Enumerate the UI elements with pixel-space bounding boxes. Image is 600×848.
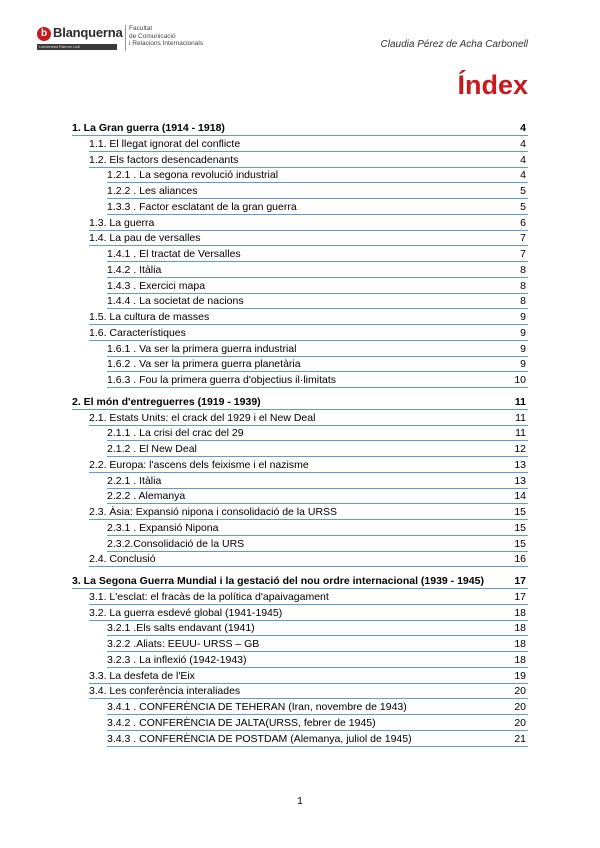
toc-entry-page: 4 xyxy=(520,153,526,166)
toc-entry-page: 21 xyxy=(514,732,526,745)
toc-entry-page: 9 xyxy=(520,311,526,323)
toc-section[interactable] xyxy=(72,154,528,168)
toc-entry-label: 2.1.2 . El New Deal xyxy=(107,443,197,455)
toc-subsection[interactable] xyxy=(72,264,528,278)
toc-entry-page: 15 xyxy=(514,537,526,550)
toc-entry-underline xyxy=(89,698,528,699)
toc-entry-underline xyxy=(72,588,528,589)
toc-entry-underline xyxy=(107,635,528,636)
toc-subsection[interactable] xyxy=(72,374,528,388)
toc-entry-page: 15 xyxy=(514,521,526,534)
toc-section[interactable] xyxy=(72,607,528,621)
toc-subsection[interactable] xyxy=(72,701,528,715)
toc-entry-page: 18 xyxy=(514,606,526,619)
toc-entry-label: 2. El món d'entreguerres (1919 - 1939) xyxy=(72,395,261,408)
toc-entry-page: 7 xyxy=(520,248,526,260)
toc-entry-underline xyxy=(89,604,528,605)
toc-entry-page: 8 xyxy=(520,263,526,276)
toc-entry-label: 3.4.3 . CONFERÈNCIA DE POSTDAM (Alemanya, juliol de 1945) xyxy=(107,732,412,745)
toc-section[interactable] xyxy=(72,232,528,246)
toc-entry-underline xyxy=(89,340,528,341)
toc-entry-page: 11 xyxy=(515,427,526,440)
toc-entry-underline xyxy=(107,387,528,388)
toc-entry-underline xyxy=(89,620,528,621)
page-title: Índex xyxy=(457,70,528,100)
toc-entry-underline xyxy=(89,519,528,520)
toc-subsection[interactable] xyxy=(72,185,528,199)
toc-subsection[interactable] xyxy=(72,475,528,489)
faculty-line-2: de Comunicació xyxy=(129,32,176,40)
toc-section[interactable] xyxy=(72,506,528,520)
toc-entry-page: 20 xyxy=(514,716,526,729)
toc-entry-page: 13 xyxy=(514,458,526,471)
toc-entry-label: 1.2.1 . La segona revolució industrial xyxy=(107,169,279,182)
toc-subsection[interactable] xyxy=(72,717,528,731)
page-header xyxy=(0,0,600,62)
toc-section[interactable] xyxy=(72,311,528,325)
toc-subsection[interactable] xyxy=(72,490,528,504)
toc-section[interactable] xyxy=(72,138,528,152)
toc-entry-underline xyxy=(107,277,528,278)
toc-entry-page: 19 xyxy=(514,669,526,682)
toc-entry-underline xyxy=(89,151,528,152)
toc-entry-page: 11 xyxy=(514,395,526,408)
toc-entry-label: 3.4.2 . CONFERÈNCIA DE JALTA(URSS, febrer de 1945) xyxy=(107,716,376,729)
toc-entry-label: 3.2.3 . La inflexió (1942-1943) xyxy=(107,653,247,666)
logo-subtitle: Universitat Ramon Llull xyxy=(37,44,117,50)
toc-entry-label: 2.1. Estats Units: el crack del 1929 i el New Deal xyxy=(89,411,316,424)
toc-entry-label: 2.2.1 . Itàlia xyxy=(107,474,162,487)
toc-entry-page: 9 xyxy=(520,342,526,355)
toc-entry-label: 1.4.3 . Exercici mapa xyxy=(107,279,206,292)
toc-entry-label: 3.1. L'esclat: el fracàs de la política d'apaivagament xyxy=(89,590,329,603)
toc-entry-page: 4 xyxy=(520,122,526,134)
toc-entry-underline xyxy=(107,714,528,715)
toc-entry-page: 5 xyxy=(520,185,526,197)
toc-entry-label: 1.4. La pau de versalles xyxy=(89,232,201,245)
toc-section[interactable] xyxy=(72,412,528,426)
toc-entry-page: 20 xyxy=(514,685,526,698)
toc-entry-page: 10 xyxy=(514,374,526,386)
toc-entry-label: 3.2.2 .Aliats: EEUU- URSS – GB xyxy=(107,638,260,650)
toc-subsection[interactable] xyxy=(72,280,528,294)
toc-entry-label: 2.2.2 . Alemanya xyxy=(107,490,186,503)
toc-entry-label: 1.6.2 . Va ser la primera guerra planetària xyxy=(107,358,301,371)
toc-entry-underline xyxy=(107,456,528,457)
toc-entry-label: 1.6.3 . Fou la primera guerra d'objectius il·limitats xyxy=(107,374,337,386)
toc-entry-underline xyxy=(89,566,528,567)
toc-entry-underline xyxy=(72,409,528,410)
toc-section[interactable] xyxy=(72,553,528,567)
toc-subsection[interactable] xyxy=(72,427,528,441)
toc-entry-label: 1.6. Característiques xyxy=(89,326,186,339)
toc-entry-label: 3.3. La desfeta de l'Eix xyxy=(89,669,195,682)
toc-entry-underline xyxy=(89,324,528,325)
faculty-line-3: i Relacions Internacionals xyxy=(129,40,204,47)
toc-entry-label: 2.2. Europa: l'ascens dels feixisme i el nazisme xyxy=(89,458,309,471)
toc-entry-underline xyxy=(107,503,528,504)
toc-entry-page: 9 xyxy=(520,326,526,339)
toc-entry-label: 1.2.2 . Les aliances xyxy=(107,185,198,197)
toc-entry-underline xyxy=(107,308,528,309)
toc-entry-underline xyxy=(107,356,528,357)
toc-section[interactable] xyxy=(72,459,528,473)
toc-entry-underline xyxy=(89,472,528,473)
toc-entry-underline xyxy=(107,651,528,652)
toc-section[interactable] xyxy=(72,217,528,231)
toc-subsection[interactable] xyxy=(72,169,528,183)
toc-entry-label: 1.3.3 . Factor esclatant de la gran guerra xyxy=(107,200,297,213)
faculty-line-1: Facultat xyxy=(129,25,153,32)
toc-entry-page: 6 xyxy=(520,216,526,229)
toc-section[interactable] xyxy=(72,685,528,699)
toc-entry-underline xyxy=(107,182,528,183)
toc-chapter[interactable] xyxy=(72,575,528,589)
toc-entry-underline xyxy=(89,167,528,168)
toc-entry-underline xyxy=(107,198,528,199)
toc-entry-label: 2.3.1 . Expansió Nipona xyxy=(107,521,219,534)
toc-entry-page: 9 xyxy=(520,358,526,371)
page-number: 1 xyxy=(297,796,303,807)
toc-subsection[interactable] xyxy=(72,358,528,372)
toc-entry-label: 2.1.1 . La crisi del crac del 29 xyxy=(107,427,244,440)
toc-entry-page: 4 xyxy=(520,137,526,150)
toc-entry-label: 3.2. La guerra esdevé global (1941-1945) xyxy=(89,606,283,619)
toc-entry-underline xyxy=(107,261,528,262)
toc-subsection[interactable] xyxy=(72,343,528,357)
toc-entry-underline xyxy=(89,245,528,246)
toc-entry-underline xyxy=(89,425,528,426)
toc-entry-page: 4 xyxy=(520,169,526,182)
toc-entry-page: 18 xyxy=(514,622,526,635)
toc-entry-label: 1. La Gran guerra (1914 - 1918) xyxy=(72,122,225,134)
toc-entry-label: 1.3. La guerra xyxy=(89,216,155,229)
toc-subsection[interactable] xyxy=(72,538,528,552)
toc-entry-label: 1.4.1 . El tractat de Versalles xyxy=(107,248,241,260)
toc-section[interactable] xyxy=(72,591,528,605)
author-name: Claudia Pérez de Acha Carbonell xyxy=(380,39,528,50)
toc-entry-label: 1.4.2 . Itàlia xyxy=(107,263,162,276)
toc-entry-page: 13 xyxy=(514,474,526,487)
toc-entry-underline xyxy=(107,730,528,731)
toc-entry-page: 8 xyxy=(520,279,526,292)
toc-entry-page: 16 xyxy=(514,553,526,566)
toc-entry-label: 3. La Segona Guerra Mundial i la gestació del nou ordre internacional (1939 - 1945) xyxy=(72,575,484,587)
logo-wordmark: Blanquerna xyxy=(53,25,123,40)
toc-entry-page: 15 xyxy=(514,506,526,518)
toc-subsection[interactable] xyxy=(72,295,528,309)
toc-entry-label: 2.3. Àsia: Expansió nipona i consolidació de la URSS xyxy=(89,506,338,518)
faculty-name xyxy=(129,25,203,48)
toc-subsection[interactable] xyxy=(72,638,528,652)
toc-chapter[interactable] xyxy=(72,122,528,136)
toc-entry-underline xyxy=(89,683,528,684)
toc-entry-label: 2.4. Conclusió xyxy=(89,553,156,566)
toc-entry-page: 18 xyxy=(514,638,526,650)
toc-entry-label: 3.4. Les conferència interaliades xyxy=(89,685,241,698)
toc-subsection[interactable] xyxy=(72,522,528,536)
logo-divider xyxy=(125,25,126,51)
toc-entry-underline xyxy=(89,230,528,231)
toc-entry-page: 18 xyxy=(514,653,526,666)
logo-mark-icon: b xyxy=(37,27,51,41)
toc-entry-page: 20 xyxy=(514,701,526,713)
toc-entry-page: 17 xyxy=(514,590,526,603)
toc-subsection[interactable] xyxy=(72,622,528,636)
toc-entry-underline xyxy=(107,551,528,552)
toc-section[interactable] xyxy=(72,670,528,684)
toc-entry-underline xyxy=(107,746,528,747)
toc-entry-underline xyxy=(107,293,528,294)
toc-entry-label: 2.3.2.Consolidació de la URS xyxy=(107,537,245,550)
toc-section[interactable] xyxy=(72,327,528,341)
university-logo xyxy=(37,25,217,55)
toc-entry-underline xyxy=(107,440,528,441)
toc-subsection[interactable] xyxy=(72,201,528,215)
toc-subsection[interactable] xyxy=(72,654,528,668)
toc-entry-label: 1.2. Els factors desencadenants xyxy=(89,153,239,166)
toc-entry-label: 3.4.1 . CONFERÈNCIA DE TEHERAN (Iran, novembre de 1943) xyxy=(107,701,407,713)
toc-entry-page: 14 xyxy=(514,490,526,503)
toc-subsection[interactable] xyxy=(72,443,528,457)
toc-entry-underline xyxy=(107,535,528,536)
toc-entry-page: 8 xyxy=(520,295,526,308)
toc-entry-label: 3.2.1 .Els salts endavant (1941) xyxy=(107,622,255,635)
toc-entry-underline xyxy=(107,371,528,372)
toc-entry-page: 12 xyxy=(514,443,526,455)
toc-entry-underline xyxy=(107,488,528,489)
toc-entry-label: 1.5. La cultura de masses xyxy=(89,311,210,323)
toc-subsection[interactable] xyxy=(72,248,528,262)
toc-entry-label: 1.1. El llegat ignorat del conflicte xyxy=(89,137,241,150)
toc-entry-underline xyxy=(107,667,528,668)
toc-subsection[interactable] xyxy=(72,733,528,747)
toc-entry-page: 7 xyxy=(520,232,526,245)
toc-entry-page: 17 xyxy=(514,575,526,587)
toc-entry-underline xyxy=(72,135,528,136)
toc-entry-label: 1.4.4 . La societat de nacions xyxy=(107,295,244,308)
toc-entry-label: 1.6.1 . Va ser la primera guerra industrial xyxy=(107,342,297,355)
toc-chapter[interactable] xyxy=(72,396,528,410)
toc-entry-page: 11 xyxy=(515,411,526,424)
toc-entry-underline xyxy=(107,214,528,215)
toc-entry-page: 5 xyxy=(520,200,526,213)
